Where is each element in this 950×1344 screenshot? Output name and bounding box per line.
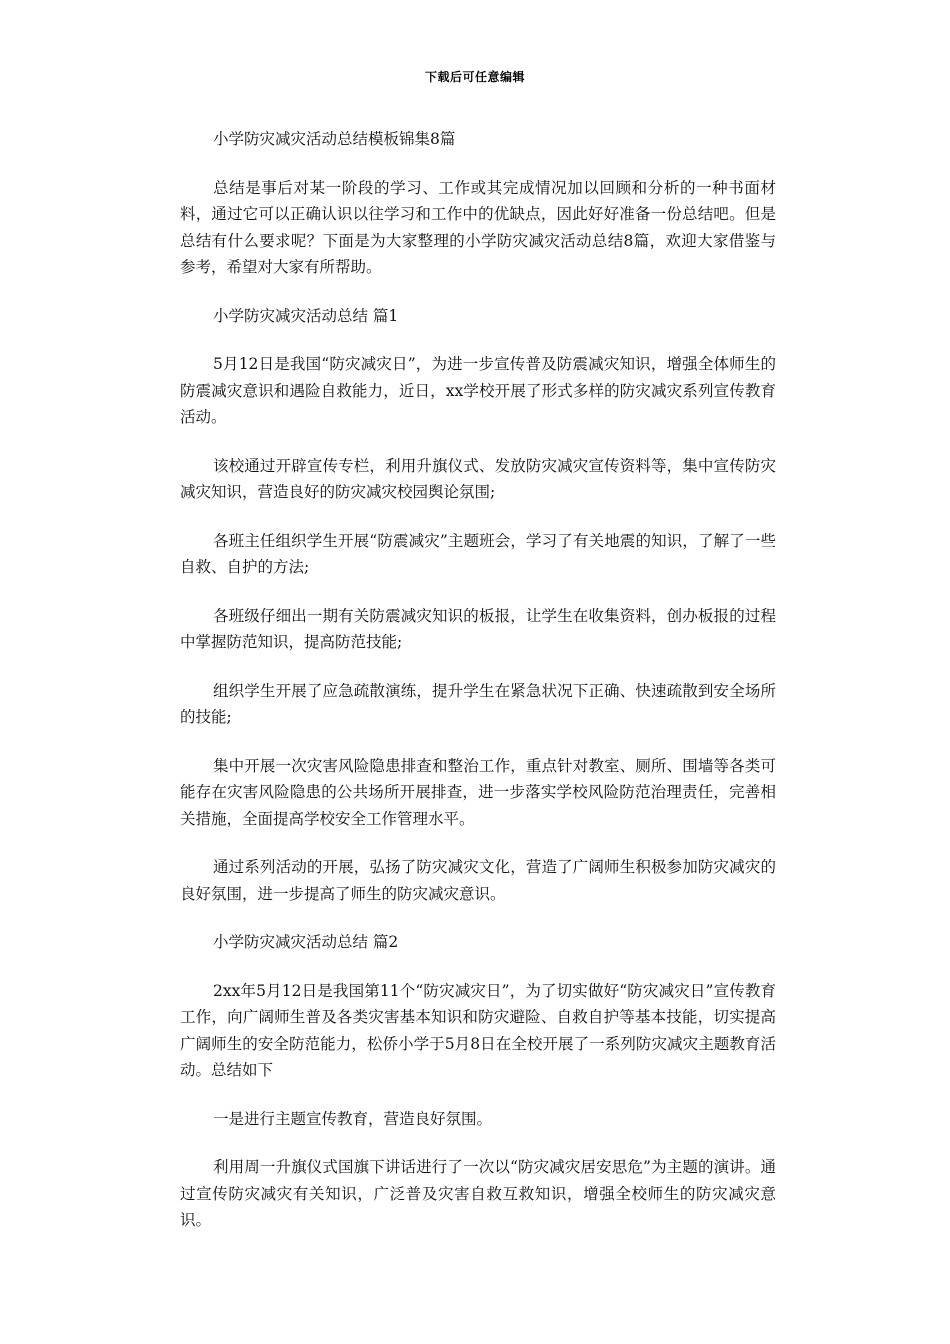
paragraph: 该校通过开辟宣传专栏，利用升旗仪式、发放防灾减灾宣传资料等，集中宣传防灾减灾知识，营造良好的防灾减灾校园舆论氛围; (180, 456, 776, 501)
paragraph: 各班主任组织学生开展“防震减灾”主题班会，学习了有关地震的知识，了解了一些自救、自护的方法; (180, 531, 776, 576)
header-note: 下载后可任意编辑 (424, 70, 525, 84)
document-title: 小学防灾减灾活动总结模板锦集8篇 (213, 130, 456, 148)
paragraph: 利用周一升旗仪式国旗下讲话进行了一次以“防灾减灾居安思危”为主题的演讲。通过宣传防灾减灾有关知识，广泛普及灾害自救互救知识，增强全校师生的防灾减灾意识。 (180, 1158, 776, 1229)
section-heading-1: 小学防灾减灾活动总结 篇1 (213, 306, 399, 325)
paragraph: 一是进行主题宣传教育，营造良好氛围。 (213, 1109, 493, 1128)
paragraph: 组织学生开展了应急疏散演练，提升学生在紧急状况下正确、快速疏散到安全场所的技能; (180, 681, 776, 726)
paragraph: 2xx年5月12日是我国第11个“防灾减灾日”，为了切实做好“防灾减灾日”宣传教育工作，向广阔师生普及各类灾害基本知识和防灾避险、自救自护等基本技能，切实提高广阔师生的安全防范能力，松侨小学于5月8日在全校开展了一系列防灾减灾主题教育活动。总结如下 (180, 981, 776, 1079)
paragraph: 5月12日是我国“防灾减灾日”，为进一步宣传普及防震减灾知识，增强全体师生的防震减灾意识和遇险自救能力，近日，xx学校开展了形式多样的防灾减灾系列宣传教育活动。 (180, 355, 776, 426)
section-heading-2: 小学防灾减灾活动总结 篇2 (213, 933, 399, 951)
document-body (180, 126, 776, 1256)
paragraph: 通过系列活动的开展，弘扬了防灾减灾文化，营造了广阔师生积极参加防灾减灾的良好氛围，进一步提高了师生的防灾减灾意识。 (180, 858, 776, 903)
intro-paragraph: 总结是事后对某一阶段的学习、工作或其完成情况加以回顾和分析的一种书面材料，通过它可以正确认识以往学习和工作中的优缺点，因此好好准备一份总结吧。但是总结有什么要求呢？下面是为大家整理的小学防灾减灾活动总结8篇，欢迎大家借鉴与参考，希望对大家有所帮助。 (180, 178, 776, 276)
paragraph: 集中开展一次灾害风险隐患排查和整治工作，重点针对教室、厕所、围墙等各类可能存在灾害风险隐患的公共场所开展排查，进一步落实学校风险防范治理责任，完善相关措施，全面提高学校安全工作管理水平。 (180, 756, 776, 828)
paragraph: 各班级仔细出一期有关防震减灾知识的板报，让学生在收集资料，创办板报的过程中掌握防范知识，提高防范技能; (180, 606, 776, 651)
